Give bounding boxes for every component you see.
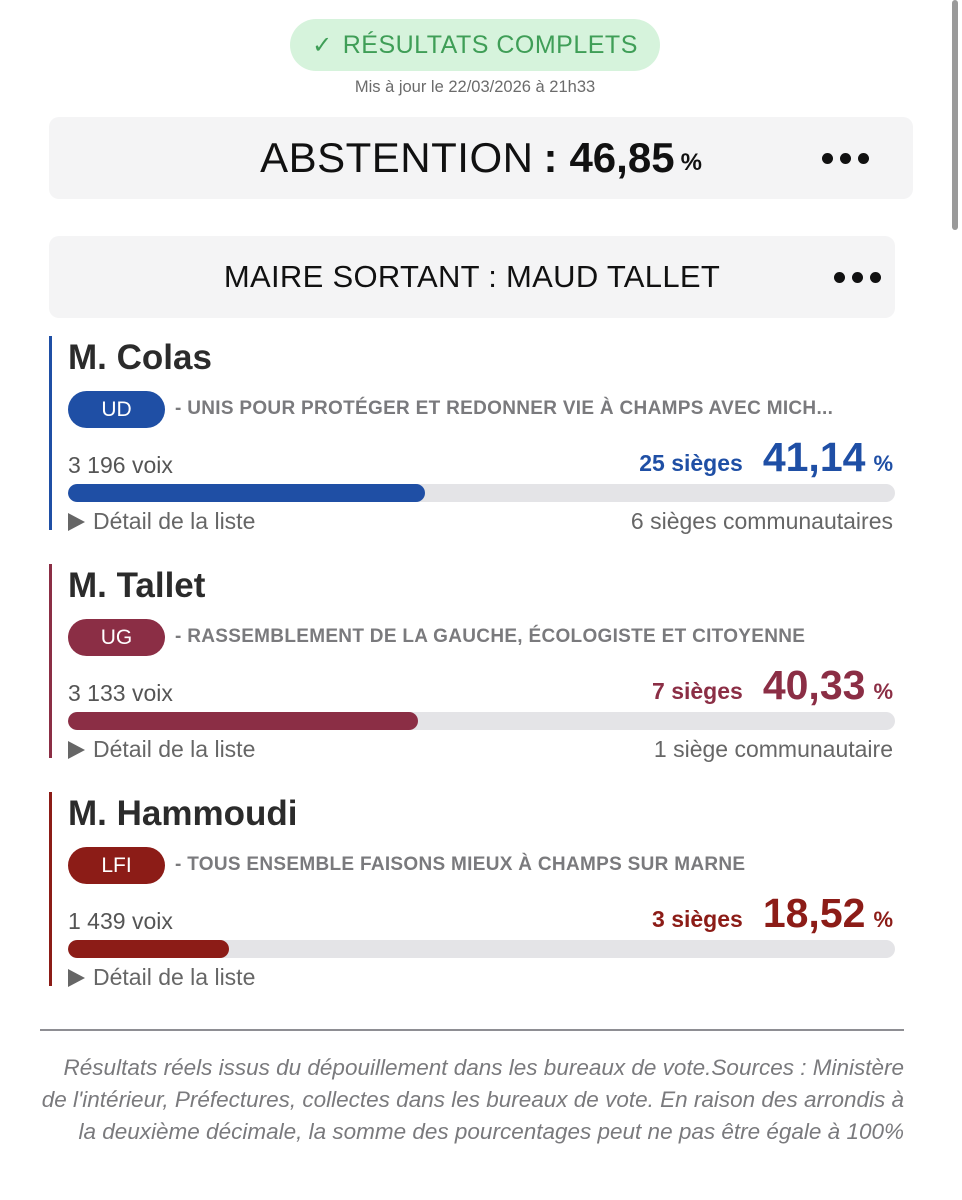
candidate-accent-bar <box>49 336 52 530</box>
abstention-card <box>49 117 913 199</box>
list-name: - TOUS ENSEMBLE FAISONS MIEUX À CHAMPS SUR MARNE <box>175 854 746 875</box>
percent-unit: % <box>873 679 893 704</box>
candidate-card <box>49 564 895 762</box>
vote-percentage: 18,52 <box>762 890 866 936</box>
percent-unit: % <box>873 451 893 476</box>
vote-share-bar <box>68 484 425 502</box>
list-detail-toggle[interactable] <box>68 736 255 763</box>
vote-count: 3 133 voix <box>68 680 173 706</box>
vote-percentage: 41,14 <box>762 434 866 480</box>
play-triangle-icon <box>68 513 85 531</box>
result-summary <box>652 890 893 937</box>
community-seats: 1 siège communautaire <box>653 736 893 762</box>
list-detail-label: Détail de la liste <box>93 508 256 534</box>
list-name: - UNIS POUR PROTÉGER ET REDONNER VIE À CHAMPS AVEC MICH... <box>175 398 834 419</box>
abstention-value: 46,85 <box>569 134 675 181</box>
vote-percentage: 40,33 <box>762 662 866 708</box>
candidate-accent-bar <box>49 564 52 758</box>
vote-share-track <box>68 484 895 502</box>
list-detail-label: Détail de la liste <box>93 964 256 990</box>
vote-share-bar <box>68 712 418 730</box>
result-summary <box>639 434 893 481</box>
candidate-card <box>49 336 895 534</box>
party-badge: UD <box>68 391 165 428</box>
party-badge: UG <box>68 619 165 656</box>
outgoing-mayor-label: MAIRE SORTANT : MAUD TALLET <box>223 259 721 294</box>
percent-unit: % <box>873 907 893 932</box>
updated-timestamp: Mis à jour le 22/03/2026 à 21h33 <box>354 78 596 96</box>
candidate-card <box>49 792 895 990</box>
list-detail-toggle[interactable] <box>68 508 255 535</box>
seat-count: 7 sièges <box>652 678 743 704</box>
more-options-icon[interactable] <box>822 153 869 164</box>
candidate-name: M. Tallet <box>68 566 206 605</box>
vote-share-track <box>68 712 895 730</box>
abstention-label: ABSTENTION <box>260 134 534 181</box>
abstention-colon: : <box>543 134 558 181</box>
seat-count: 25 sièges <box>639 450 743 476</box>
seat-count: 3 sièges <box>652 906 743 932</box>
vote-share-bar <box>68 940 229 958</box>
vote-share-track <box>68 940 895 958</box>
play-triangle-icon <box>68 741 85 759</box>
vote-count: 3 196 voix <box>68 452 173 478</box>
scrollbar[interactable] <box>952 0 958 230</box>
candidate-accent-bar <box>49 792 52 986</box>
abstention-unit: % <box>680 149 702 176</box>
play-triangle-icon <box>68 969 85 987</box>
more-options-icon[interactable] <box>834 272 881 283</box>
outgoing-mayor-card <box>49 236 895 318</box>
status-label: RÉSULTATS COMPLETS <box>342 30 638 59</box>
list-name: - RASSEMBLEMENT DE LA GAUCHE, ÉCOLOGISTE ET CITOYENNE <box>175 626 806 647</box>
community-seats: 6 sièges communautaires <box>630 508 893 534</box>
check-icon: ✓ <box>312 31 333 59</box>
vote-count: 1 439 voix <box>68 908 173 934</box>
list-detail-label: Détail de la liste <box>93 736 256 762</box>
list-detail-toggle[interactable] <box>68 964 255 991</box>
divider <box>40 1029 904 1031</box>
candidate-name: M. Hammoudi <box>68 794 298 833</box>
status-badge <box>290 19 660 71</box>
candidate-name: M. Colas <box>68 338 212 377</box>
party-badge: LFI <box>68 847 165 884</box>
sources-footnote: Résultats réels issus du dépouillement dans les bureaux de vote.Sources : Ministère de l'intérieur, Préfectures, collectes dans les bureaux de vote. En raison des arrondis à la deuxième décimale, la somme des pourcentages peut ne pas être égale à 100% <box>41 1055 904 1144</box>
result-summary <box>652 662 893 709</box>
